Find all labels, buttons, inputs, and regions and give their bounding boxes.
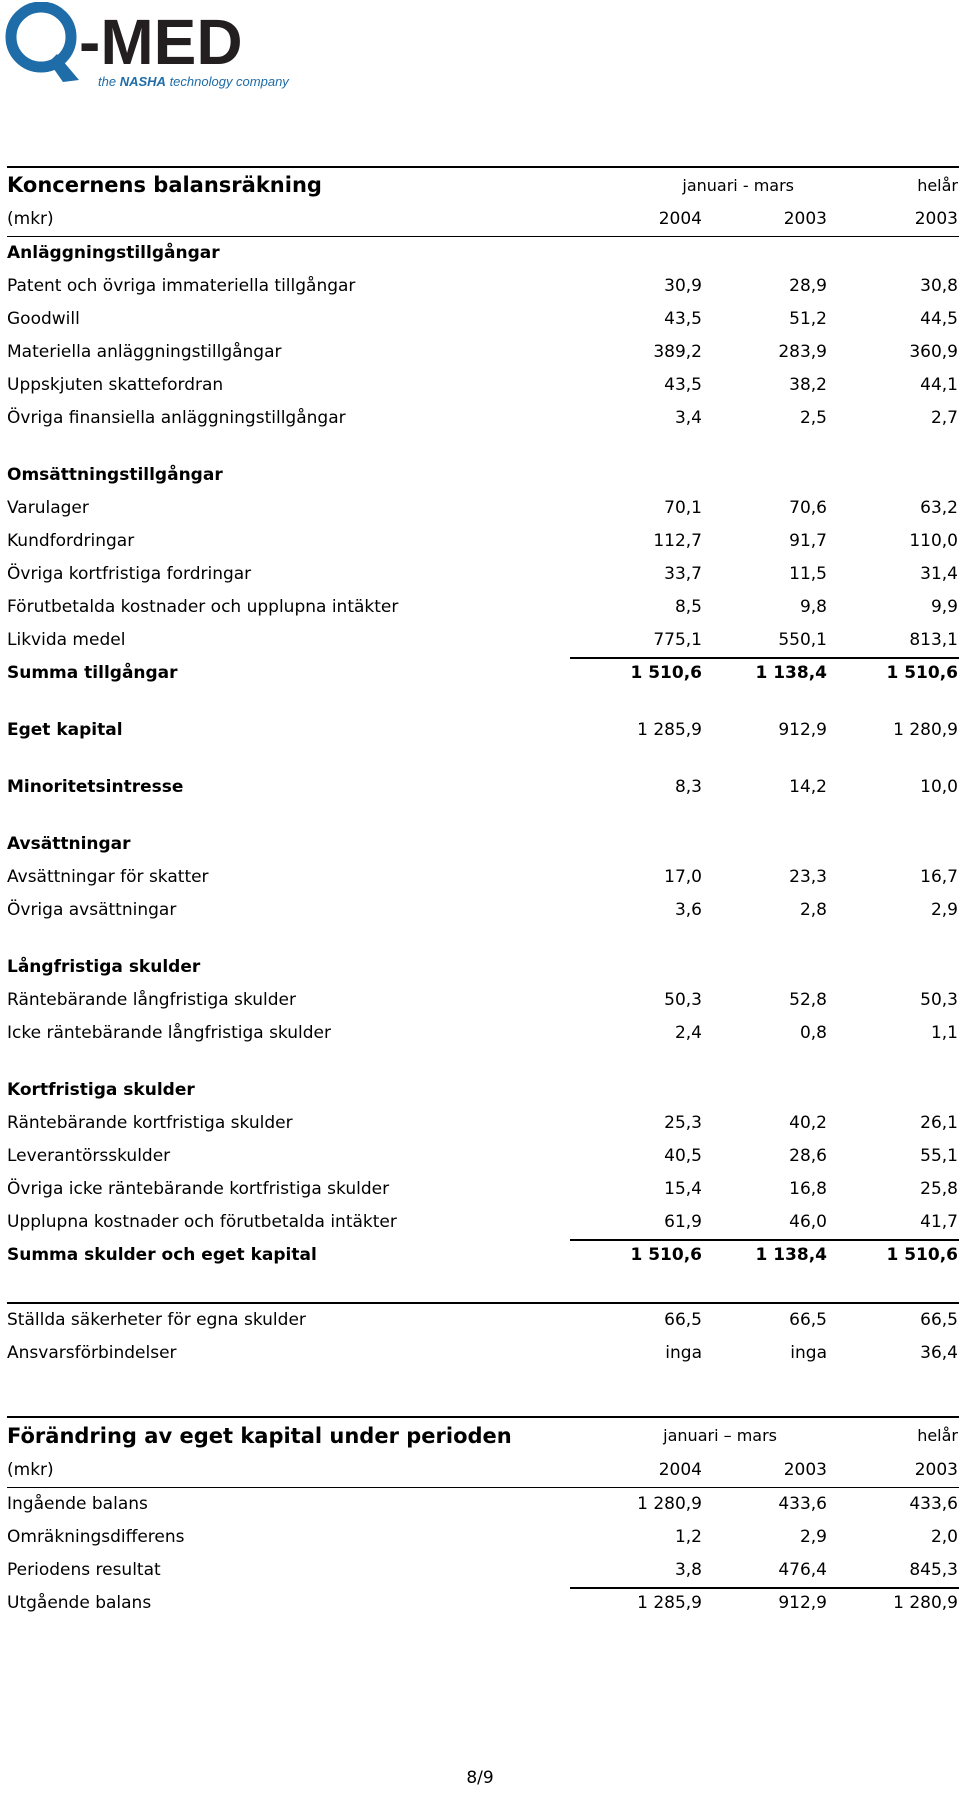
table-row <box>7 1206 959 1239</box>
row-value: 1 138,4 <box>755 1245 827 1265</box>
section-heading-label: Långfristiga skulder <box>7 957 201 977</box>
row-label: Utgående balans <box>7 1593 152 1613</box>
row-value: 8,3 <box>674 777 702 797</box>
row-value: 17,0 <box>664 867 702 887</box>
row-value: inga <box>665 1343 702 1363</box>
row-label: Kundfordringar <box>7 531 135 551</box>
year-col-3: 2003 <box>914 209 958 229</box>
spacer <box>7 804 959 828</box>
spacer <box>7 1050 959 1074</box>
row-value: 16,7 <box>920 867 958 887</box>
row-label: Övriga kortfristiga fordringar <box>7 564 252 584</box>
table-row <box>7 1488 959 1521</box>
row-value: 112,7 <box>653 531 702 551</box>
total-assets-row <box>7 657 959 690</box>
row-value: 845,3 <box>909 1560 958 1580</box>
row-value: 70,1 <box>664 498 702 518</box>
liability-sections <box>7 828 959 1239</box>
row-label: Uppskjuten skattefordran <box>7 375 224 395</box>
row-value: 25,3 <box>664 1113 702 1133</box>
row-value: 433,6 <box>909 1494 958 1514</box>
row-value: 1 280,9 <box>893 720 958 740</box>
row-value: 25,8 <box>920 1179 958 1199</box>
row-value: 66,5 <box>789 1310 827 1330</box>
row-value: 44,5 <box>920 309 958 329</box>
table-row <box>7 270 959 303</box>
q-med-logo-graphic <box>5 2 325 92</box>
spacer <box>7 690 959 714</box>
row-value: 3,6 <box>674 900 702 920</box>
table-row <box>7 984 959 1017</box>
row-label: Materiella anläggningstillgångar <box>7 342 282 362</box>
row-value: 1 280,9 <box>893 1593 958 1613</box>
row-label: Övriga icke räntebärande kortfristiga skulder <box>7 1179 390 1199</box>
row-value: 36,4 <box>920 1343 958 1363</box>
row-label: Minoritetsintresse <box>7 777 184 797</box>
row-value: 28,9 <box>789 276 827 296</box>
row-value: 43,5 <box>664 309 702 329</box>
row-label: Eget kapital <box>7 720 123 740</box>
section-heading-label: Kortfristiga skulder <box>7 1080 195 1100</box>
table-row <box>7 894 959 927</box>
row-label: Upplupna kostnader och förutbetalda intäkter <box>7 1212 397 1232</box>
row-value: 66,5 <box>664 1310 702 1330</box>
row-value: 11,5 <box>789 564 827 584</box>
row-value: 26,1 <box>920 1113 958 1133</box>
row-value: 2,9 <box>930 900 958 920</box>
row-value: 912,9 <box>778 1593 827 1613</box>
year-col-3: 2003 <box>914 1460 958 1480</box>
spacer <box>7 435 959 459</box>
row-value: 1,2 <box>674 1527 702 1547</box>
table-row <box>7 1173 959 1206</box>
pledged-row <box>7 1302 959 1337</box>
row-label: Icke räntebärande långfristiga skulder <box>7 1023 331 1043</box>
row-value: 2,7 <box>930 408 958 428</box>
page-number: 8/9 <box>466 1768 494 1788</box>
unit-label: (mkr) <box>7 1460 54 1480</box>
row-value: 44,1 <box>920 375 958 395</box>
spacer <box>7 1272 959 1302</box>
section-heading <box>7 237 959 270</box>
row-value: 10,0 <box>920 777 958 797</box>
equity-change-table <box>7 1416 959 1620</box>
logo-tagline: the NASHA technology company <box>98 74 289 89</box>
row-value: 1,1 <box>930 1023 958 1043</box>
row-label: Varulager <box>7 498 89 518</box>
period-label: januari – mars <box>663 1426 777 1445</box>
unit-row <box>7 1454 959 1487</box>
row-value: 1 510,6 <box>630 663 702 683</box>
row-value: 813,1 <box>909 630 958 650</box>
row-value: 46,0 <box>789 1212 827 1232</box>
row-label: Ingående balans <box>7 1494 148 1514</box>
row-label: Övriga avsättningar <box>7 900 177 920</box>
spacer <box>7 927 959 951</box>
table-row <box>7 369 959 402</box>
section-heading-label: Avsättningar <box>7 834 131 854</box>
row-value: 1 510,6 <box>886 1245 958 1265</box>
row-value: 16,8 <box>789 1179 827 1199</box>
row-value: 1 280,9 <box>637 1494 702 1514</box>
row-label: Patent och övriga immateriella tillgångar <box>7 276 356 296</box>
row-label: Periodens resultat <box>7 1560 161 1580</box>
contingent-row <box>7 1337 959 1370</box>
row-value: 30,9 <box>664 276 702 296</box>
row-label: Ställda säkerheter för egna skulder <box>7 1310 306 1330</box>
row-value: 283,9 <box>778 342 827 362</box>
section-heading <box>7 828 959 861</box>
row-value: 66,5 <box>920 1310 958 1330</box>
year-label: helår <box>917 1426 958 1445</box>
row-label: Leverantörsskulder <box>7 1146 171 1166</box>
equity-row <box>7 714 959 747</box>
table-row <box>7 303 959 336</box>
table-row <box>7 525 959 558</box>
row-value: 1 138,4 <box>755 663 827 683</box>
table-row <box>7 336 959 369</box>
table-row <box>7 1140 959 1173</box>
row-label: Goodwill <box>7 309 80 329</box>
row-label: Likvida medel <box>7 630 126 650</box>
table-row <box>7 591 959 624</box>
row-value: 2,8 <box>799 900 827 920</box>
balance-title: Koncernens balansräkning <box>7 173 322 197</box>
table-row <box>7 1107 959 1140</box>
section-heading <box>7 951 959 984</box>
row-value: 3,4 <box>674 408 702 428</box>
table-row <box>7 624 959 657</box>
row-value: 50,3 <box>664 990 702 1010</box>
row-value: 15,4 <box>664 1179 702 1199</box>
row-value: 1 510,6 <box>630 1245 702 1265</box>
year-col-2: 2003 <box>783 1460 827 1480</box>
table-row <box>7 402 959 435</box>
row-value: 91,7 <box>789 531 827 551</box>
table-row <box>7 1554 959 1587</box>
row-value: 912,9 <box>778 720 827 740</box>
row-value: 31,4 <box>920 564 958 584</box>
row-value: 775,1 <box>653 630 702 650</box>
company-logo <box>5 2 325 92</box>
spacer <box>7 747 959 771</box>
year-col-1: 2004 <box>658 209 702 229</box>
row-value: 70,6 <box>789 498 827 518</box>
row-value: 433,6 <box>778 1494 827 1514</box>
year-label: helår <box>917 176 958 195</box>
row-value: 9,9 <box>930 597 958 617</box>
table-row <box>7 861 959 894</box>
row-value: 40,2 <box>789 1113 827 1133</box>
assets-sections <box>7 236 959 657</box>
table-row <box>7 1017 959 1050</box>
row-value: 1 285,9 <box>637 1593 702 1613</box>
closing-balance-row <box>7 1587 959 1620</box>
section-heading-label: Anläggningstillgångar <box>7 243 220 263</box>
row-value: 0,8 <box>799 1023 827 1043</box>
row-label: Avsättningar för skatter <box>7 867 209 887</box>
row-label: Summa tillgångar <box>7 663 178 683</box>
row-value: inga <box>790 1343 827 1363</box>
row-value: 110,0 <box>909 531 958 551</box>
row-label: Förutbetalda kostnader och upplupna intäkter <box>7 597 399 617</box>
table-row <box>7 558 959 591</box>
logo-q-ring <box>11 7 71 67</box>
total-liabilities-row <box>7 1239 959 1272</box>
row-label: Övriga finansiella anläggningstillgångar <box>7 408 346 428</box>
row-value: 23,3 <box>789 867 827 887</box>
balance-title-row <box>7 166 959 203</box>
row-value: 3,8 <box>674 1560 702 1580</box>
table-row <box>7 492 959 525</box>
logo-wordmark: -MED <box>79 6 243 78</box>
section-heading-label: Omsättningstillgångar <box>7 465 223 485</box>
table-row <box>7 1521 959 1554</box>
row-value: 30,8 <box>920 276 958 296</box>
unit-label: (mkr) <box>7 209 54 229</box>
row-value: 52,8 <box>789 990 827 1010</box>
row-value: 33,7 <box>664 564 702 584</box>
row-value: 550,1 <box>778 630 827 650</box>
period-label: januari - mars <box>682 176 794 195</box>
row-value: 8,5 <box>674 597 702 617</box>
row-value: 55,1 <box>920 1146 958 1166</box>
row-value: 1 285,9 <box>637 720 702 740</box>
row-value: 2,0 <box>930 1527 958 1547</box>
section-heading <box>7 459 959 492</box>
row-value: 63,2 <box>920 498 958 518</box>
row-value: 50,3 <box>920 990 958 1010</box>
row-value: 40,5 <box>664 1146 702 1166</box>
row-value: 9,8 <box>799 597 827 617</box>
row-value: 389,2 <box>653 342 702 362</box>
row-value: 38,2 <box>789 375 827 395</box>
section-heading <box>7 1074 959 1107</box>
minority-row <box>7 771 959 804</box>
year-col-1: 2004 <box>658 1460 702 1480</box>
row-label: Omräkningsdifferens <box>7 1527 185 1547</box>
row-value: 2,4 <box>674 1023 702 1043</box>
row-value: 2,5 <box>799 408 827 428</box>
row-value: 2,9 <box>799 1527 827 1547</box>
row-value: 61,9 <box>664 1212 702 1232</box>
row-value: 1 510,6 <box>886 663 958 683</box>
row-label: Räntebärande långfristiga skulder <box>7 990 296 1010</box>
equity-change-title: Förändring av eget kapital under perioden <box>7 1424 512 1448</box>
equity-change-rows <box>7 1487 959 1587</box>
row-value: 51,2 <box>789 309 827 329</box>
row-value: 360,9 <box>909 342 958 362</box>
year-col-2: 2003 <box>783 209 827 229</box>
row-label: Ansvarsförbindelser <box>7 1343 177 1363</box>
row-value: 41,7 <box>920 1212 958 1232</box>
balance-sheet-table <box>7 166 959 1370</box>
unit-row <box>7 203 959 236</box>
row-label: Räntebärande kortfristiga skulder <box>7 1113 293 1133</box>
row-value: 14,2 <box>789 777 827 797</box>
row-value: 28,6 <box>789 1146 827 1166</box>
equity-change-title-row <box>7 1416 959 1454</box>
row-value: 476,4 <box>778 1560 827 1580</box>
row-label: Summa skulder och eget kapital <box>7 1245 317 1265</box>
row-value: 43,5 <box>664 375 702 395</box>
